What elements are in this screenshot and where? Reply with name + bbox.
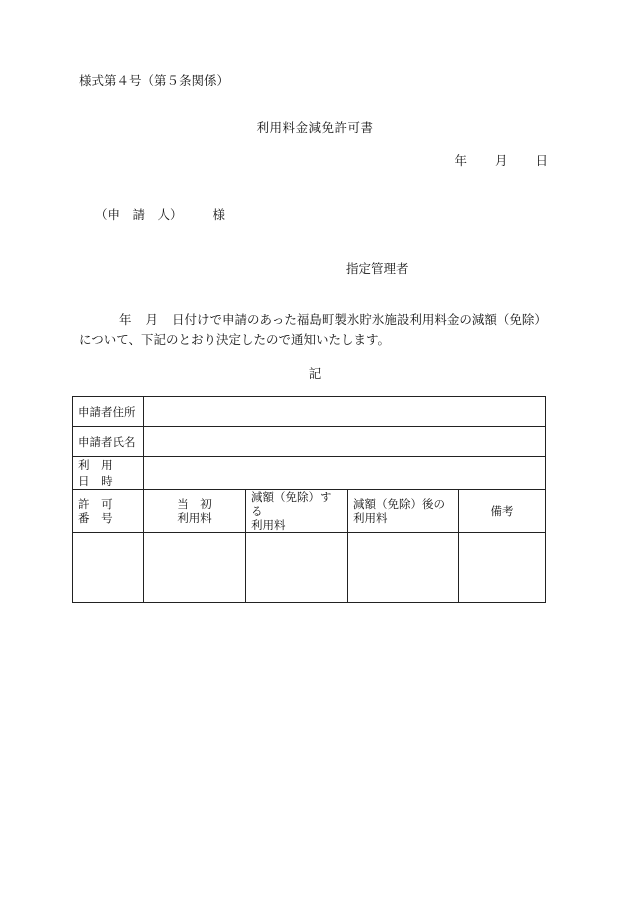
header-after-fee bbox=[348, 490, 459, 533]
label-applicant-name: 申請者氏名 bbox=[73, 427, 144, 457]
body-month: 月 bbox=[145, 312, 159, 327]
header-reduction-line1: 減額（免除）する bbox=[251, 490, 332, 518]
form-number: 様式第４号（第５条関係） bbox=[79, 73, 230, 88]
field-applicant-address[interactable] bbox=[144, 397, 546, 427]
document-title: 利用料金減免許可書 bbox=[256, 120, 374, 135]
date-year: 年 bbox=[454, 153, 467, 168]
header-original-fee-line1: 当 初 bbox=[177, 497, 212, 511]
body-text: 日付けで申請のあった福島町製氷貯氷施設利用料金の減額（免除）について、下記のとおり決定したので通知いたします。 bbox=[79, 312, 547, 347]
header-original-fee bbox=[144, 490, 246, 533]
header-remarks: 備考 bbox=[459, 490, 546, 533]
header-reduction-fee bbox=[246, 490, 348, 533]
date-line bbox=[454, 151, 548, 169]
table-data-row bbox=[73, 533, 546, 603]
table-header-row bbox=[73, 490, 546, 533]
cell-after-fee[interactable] bbox=[348, 533, 459, 603]
table-row-address bbox=[73, 397, 546, 427]
cell-permit-number[interactable] bbox=[73, 533, 144, 603]
field-usage-datetime[interactable] bbox=[144, 457, 546, 490]
table-row-datetime bbox=[73, 457, 546, 490]
notice-body bbox=[79, 310, 553, 350]
header-original-fee-line2: 利用料 bbox=[177, 511, 212, 525]
ki-heading: 記 bbox=[308, 366, 322, 381]
issuer-label: 指定管理者 bbox=[346, 261, 409, 276]
date-day: 日 bbox=[535, 153, 548, 168]
applicant-line bbox=[95, 205, 225, 223]
date-month: 月 bbox=[494, 153, 508, 168]
header-after-line1: 減額（免除）後の bbox=[353, 497, 445, 511]
label-applicant-address: 申請者住所 bbox=[73, 397, 144, 427]
cell-remarks[interactable] bbox=[459, 533, 546, 603]
body-year: 年 bbox=[119, 312, 132, 327]
cell-reduction-fee[interactable] bbox=[246, 533, 348, 603]
field-applicant-name[interactable] bbox=[144, 427, 546, 457]
header-reduction-line2: 利用料 bbox=[251, 518, 286, 532]
table-row-name bbox=[73, 427, 546, 457]
cell-original-fee[interactable] bbox=[144, 533, 246, 603]
header-after-line2: 利用料 bbox=[353, 511, 388, 525]
applicant-suffix: 様 bbox=[212, 207, 226, 222]
applicant-label: （申 請 人） bbox=[95, 207, 183, 222]
label-usage-datetime: 利 用 日 時 bbox=[73, 457, 144, 490]
permit-table bbox=[72, 396, 546, 603]
label-permit-number: 許 可 番 号 bbox=[73, 490, 144, 533]
